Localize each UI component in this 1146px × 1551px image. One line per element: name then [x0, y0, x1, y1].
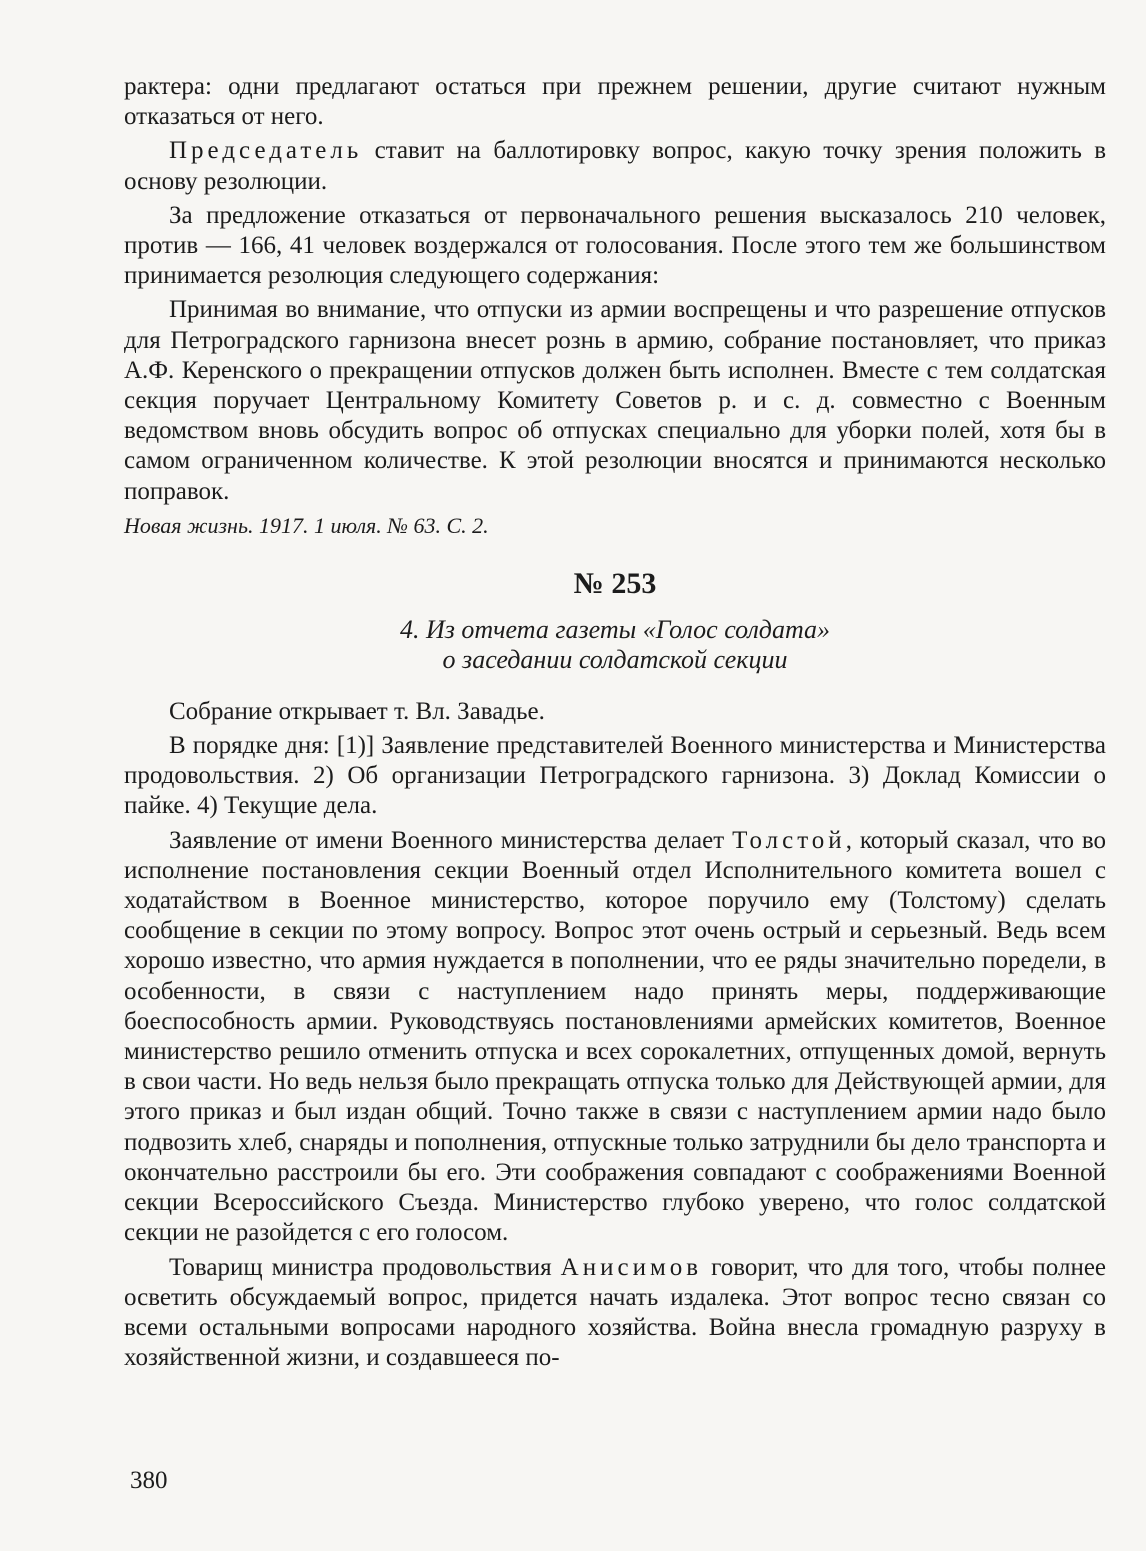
- paragraph-text: говорит, что для того, чтобы полнее осветить обсуждаемый вопрос, придется начать издалека. Этот вопрос тесно связан со всеми остальными вопросами народного хозяйства. Война внесла громадную разруху в хозяйственной жизни, и создавшееся по-: [124, 1253, 1107, 1372]
- paragraph-tolstoy: [124, 826, 1106, 1249]
- paragraph-text: Принимая во внимание, что отпуски из армии воспрещены и что разрешение отпусков для Петроградского гарнизона внесет рознь в армию, собрание постановляет, что приказ А.Ф. Керенского о прекращении отпусков должен быть исполнен. Вместе с тем солдатская секция поручает Центральному Комитету Советов р. и с. д. совместно с Военным ведомством вновь обсудить вопрос об отпусках специально для уборки полей, хотя бы в самом ограниченном количестве. К этой резолюции вносятся и принимаются несколько поправок.: [124, 296, 1106, 505]
- source-citation: Новая жизнь. 1917. 1 июля. № 63. С. 2.: [124, 512, 489, 538]
- document-title-line2: о заседании солдатской секции: [442, 644, 788, 674]
- text-column: [124, 72, 1106, 1377]
- speaker-name: Председатель: [169, 137, 363, 165]
- document-title: [124, 615, 1106, 675]
- paragraph-agenda: В порядке дня: [1)] Заявление представителей Военного министерства и Министерства продовольствия. 2) Об организации Петроградского гарнизона. 3) Доклад Комиссии о пайке. 4) Текущие дела.: [124, 732, 1106, 820]
- paragraph-text: ставит на баллотировку вопрос, какую точку зрения положить в основу резолюции.: [124, 137, 1106, 195]
- speaker-name: Толстой: [732, 826, 846, 854]
- paragraph-text: , который сказал, что во исполнение постановления секции Военный отдел Исполнительного комитета вошел с ходатайством в Военное министерство, которое поручило ему (Толстому) сделать сообщение в секции по этому вопросу. Вопрос этот очень острый и серьезный. Ведь всем хорошо известно, что армия нуждается в пополнении, что ее ряды значительно поредели, в особенности, в связи с наступлением надо принять меры, поддерживающие боеспособность армии. Руководствуясь постановлениями армейских комитетов, Военное министерство решило отменить отпуска и всех сорокалетних, отпущенных домой, вернуть в свои части. Но ведь нельзя было прекращать отпуска только для Действующей армии, для этого приказ и был издан общий. Точно также в связи с наступлением армии надо было подвозить хлеб, снаряды и пополнения, отпускные только затруднили бы дело транспорта и окончательно расстроили бы его. Эти соображения совпадают с соображениями Военной секции Всероссийского Съезда. Министерство глубоко уверено, что голос солдатской секции не разойдется с его голосом.: [124, 826, 1107, 1247]
- paragraph-opening: Собрание открывает т. Вл. Завадье.: [169, 697, 545, 725]
- speaker-name: Анисимов: [560, 1253, 703, 1281]
- paragraph-text: рактера: одни предлагают остаться при прежнем решении, другие считают нужным отказаться от него.: [124, 73, 1106, 131]
- paragraph-resolution: [124, 295, 1106, 506]
- page-number: 380: [130, 1467, 168, 1494]
- paragraph-chairman: [124, 136, 1106, 196]
- document-number: № 253: [573, 566, 657, 600]
- document-title-line1: 4. Из отчета газеты «Голос солдата»: [399, 614, 831, 644]
- paragraph-text: За предложение отказаться от первоначального решения высказалось 210 человек, против — 166, 41 человек воздержался от голосования. После этого тем же большинством принимается резолюция следующего содержания:: [124, 201, 1106, 290]
- paragraph-continuation: [124, 72, 1106, 132]
- paragraph-text: Заявление от имени Военного министерства делает: [169, 826, 733, 854]
- paragraph-anisimov: [124, 1253, 1106, 1374]
- paragraph-text: Товарищ министра продовольствия: [169, 1253, 561, 1281]
- paragraph-vote: [124, 201, 1106, 292]
